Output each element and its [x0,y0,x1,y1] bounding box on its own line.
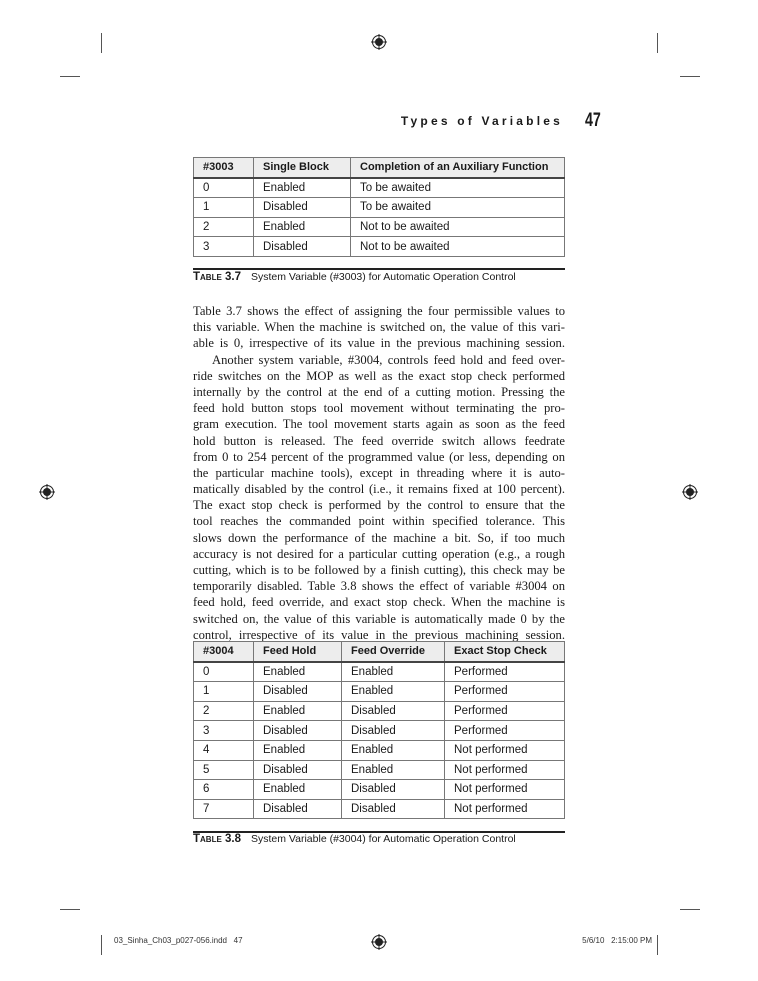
cell: 6 [194,780,254,800]
running-title: Types of Variables [400,114,563,128]
cell: Enabled [254,740,342,760]
text-line: cutting, which is to be followed by a finish cutting), this check may be [193,563,565,578]
cell: To be awaited [351,198,565,218]
table-row [194,198,565,218]
cell: Not performed [445,740,565,760]
text-line: switched on, the value of this variable is automatically made 0 by the [193,611,565,626]
text-line: from 0 to 254 percent of the programmed value (or less, depending on [193,449,565,464]
table-row [194,217,565,237]
cell: Performed [445,682,565,702]
caption-label: Table 3.7 [193,271,241,283]
table-header-row [194,158,565,178]
cell: Not performed [445,799,565,819]
cell: Enabled [254,662,342,682]
cell: 2 [194,701,254,721]
cell: Disabled [254,760,342,780]
text-line: gram execution. The tool movement starts again as soon as the feed [193,417,565,432]
cell: 0 [194,662,254,682]
cell: 1 [194,198,254,218]
table-3-8 [193,641,565,819]
column-header: Completion of an Auxiliary Function [351,158,565,178]
paragraph [193,352,565,643]
cell: Enabled [254,217,351,237]
table-row [194,178,565,198]
registration-mark-icon [371,934,387,950]
table-row [194,237,565,257]
crop-mark [657,935,658,955]
text-line: ride switches on the MOP as well as the exact stop check performed [193,368,565,383]
cell: 3 [194,237,254,257]
column-header: #3003 [194,158,254,178]
caption-text: System Variable (#3004) for Automatic Operation Control [250,833,516,845]
table-row [194,799,565,819]
cell: Disabled [342,701,445,721]
cell: To be awaited [351,178,565,198]
cell: Disabled [254,799,342,819]
table-row [194,721,565,741]
cell: Performed [445,701,565,721]
cell: Not performed [445,780,565,800]
table-row [194,701,565,721]
cell: 7 [194,799,254,819]
column-header: Single Block [254,158,351,178]
text-line: Table 3.7 shows the effect of assigning the four permissible values to [193,304,565,318]
table-caption [193,833,516,845]
text-line: temporarily disabled. Table 3.8 shows the effect of variable #3004 on [193,579,565,594]
text-line: internally by the control at the end of a cutting motion. Pressing the [193,384,565,399]
cell: Enabled [342,740,445,760]
crop-mark [101,935,102,955]
text-line: able is 0, irrespective of its value in the previous machining session. [193,336,565,351]
cell: Enabled [342,682,445,702]
cell: Disabled [342,721,445,741]
cell: 0 [194,178,254,198]
crop-mark [60,909,80,910]
cell: 2 [194,217,254,237]
page-number: 47 [585,110,601,131]
text-line: feed hold, feed override, and exact stop check. When the machine is [193,595,565,610]
text-line: The exact stop check is performed by the control to ensure that the [193,498,565,513]
crop-mark [60,76,80,77]
caption-label: Table 3.8 [193,833,241,845]
text-line: slows down the performance of the machine a bit. So, if too much [193,530,565,545]
text-line: control, irrespective of its value in the previous machining session. [193,627,565,642]
text-line: hold button is released. The feed override switch allows feedrate [193,433,565,448]
table-3-7 [193,157,565,257]
footer-timestamp: 5/6/10 2:15:00 PM [582,936,652,945]
caption-text: System Variable (#3003) for Automatic Operation Control [250,271,516,283]
cell: Disabled [342,780,445,800]
cell: Performed [445,721,565,741]
registration-mark-icon [371,34,387,50]
cell: Not performed [445,760,565,780]
cell: Not to be awaited [351,217,565,237]
table-row [194,760,565,780]
table-caption [193,271,516,283]
cell: Performed [445,662,565,682]
registration-mark-icon [682,484,698,500]
cell: Disabled [254,237,351,257]
footer-filename: 03_Sinha_Ch03_p027-056.indd 47 [114,936,243,945]
cell: Disabled [254,721,342,741]
cell: Enabled [254,780,342,800]
cell: Disabled [254,682,342,702]
cell: Enabled [342,760,445,780]
cell: Enabled [254,701,342,721]
cell: Disabled [254,198,351,218]
crop-mark [680,909,700,910]
cell: Disabled [342,799,445,819]
cell: 4 [194,740,254,760]
table-row [194,662,565,682]
column-header: Feed Hold [254,642,342,662]
cell: Enabled [342,662,445,682]
text-line: accuracy is not desired for a particular cutting operation (e.g., a rough [193,546,565,561]
crop-mark [680,76,700,77]
table-row [194,740,565,760]
table-row [194,780,565,800]
text-line: the particular machine tools), except in threading where it is auto- [193,465,565,480]
column-header: #3004 [194,642,254,662]
text-line: feed hold button stops tool movement without terminating the pro- [193,401,565,416]
text-line: Another system variable, #3004, controls feed hold and feed over- [212,352,565,367]
paragraph [193,303,565,352]
cell: 1 [194,682,254,702]
crop-mark [101,33,102,53]
cell: 3 [194,721,254,741]
column-header: Exact Stop Check [445,642,565,662]
caption-rule [193,268,565,270]
cell: Enabled [254,178,351,198]
cell: Not to be awaited [351,237,565,257]
table-row [194,682,565,702]
text-line: matically disabled by the control (i.e., it remains fixed at 100 percent). [193,482,565,497]
column-header: Feed Override [342,642,445,662]
cell: 5 [194,760,254,780]
text-line: tool reaches the commanded point within specified tolerance. This [193,514,565,529]
table-header-row [194,642,565,662]
crop-mark [657,33,658,53]
registration-mark-icon [39,484,55,500]
text-line: this variable. When the machine is switched on, the value of this vari- [193,320,565,335]
